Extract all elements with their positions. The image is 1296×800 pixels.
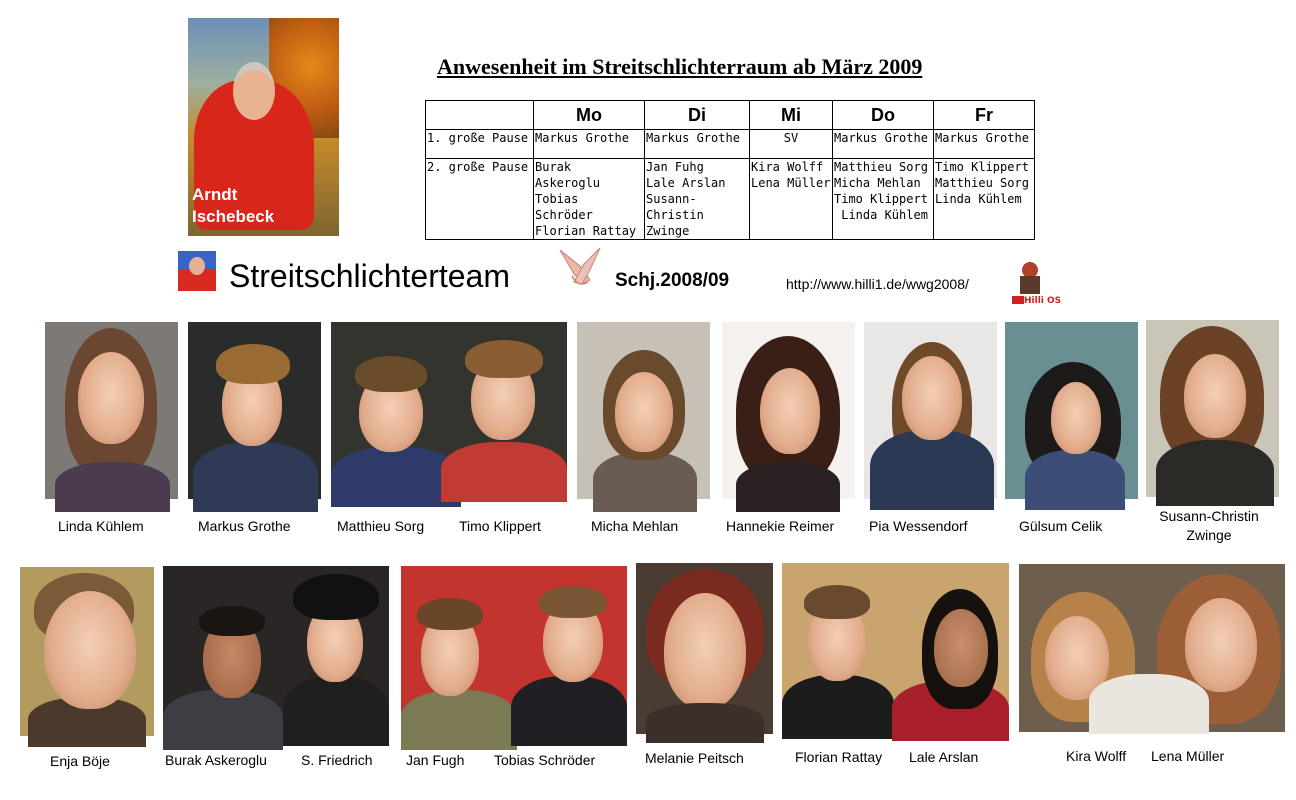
member-name: Linda Kühlem <box>58 518 144 534</box>
hilli-logo-text: Hilli OS <box>1024 296 1062 306</box>
cell-line: Susann-Christin <box>646 192 704 222</box>
table-cell: SV <box>750 130 833 159</box>
teacher-face-graphic <box>233 62 275 120</box>
photo-matthieu-timo <box>331 322 567 499</box>
handshake-icon <box>556 244 604 292</box>
cell-line: Kira Wolff <box>751 160 824 174</box>
member-name: Florian Rattay <box>795 749 883 765</box>
teacher-name-line1: Arndt <box>192 185 238 204</box>
table-cell: Markus Grothe <box>934 130 1035 159</box>
photo-burak-friedrich <box>163 566 389 736</box>
cell-line: Linda Kühlem <box>935 192 1022 206</box>
hilli-logo-icon <box>1006 258 1062 310</box>
member-name: Enja Böje <box>50 753 110 769</box>
photo-florian-lale <box>782 563 1009 732</box>
teacher-name <box>192 184 274 228</box>
table-row <box>426 159 1035 240</box>
table-cell: Markus Grothe <box>833 130 934 159</box>
schedule-table <box>425 100 1035 240</box>
photo-markus-grothe <box>188 322 321 499</box>
schedule-title: Anwesenheit im Streitschlichterraum ab März 2009 <box>437 54 923 79</box>
cell-line: Jan Fuhg <box>646 160 704 174</box>
member-name: Lale Arslan <box>909 749 979 765</box>
photo-micha-mehlan <box>577 322 710 499</box>
cell-line: Lena Müller <box>751 176 831 190</box>
member-name: Hannekie Reimer <box>726 518 835 534</box>
cell-line: Matthieu Sorg <box>935 176 1029 190</box>
teacher-name-line2: Ischebeck <box>192 207 275 226</box>
member-name: Lena Müller <box>1151 748 1225 764</box>
member-name: Markus Grothe <box>198 518 291 534</box>
member-name: Susann-Christin <box>1159 508 1259 524</box>
day-header: Mi <box>750 101 833 130</box>
table-cell <box>645 159 750 240</box>
cell-line: Timo Klippert <box>935 160 1029 174</box>
cell-line: Tobias Schröder <box>535 192 593 222</box>
cell-line: Zwinge <box>646 224 690 238</box>
table-cell <box>934 159 1035 240</box>
day-header: Mo <box>534 101 645 130</box>
school-year: Schj.2008/09 <box>615 270 730 291</box>
cell-line: Timo Klippert <box>834 192 928 206</box>
photo-jan-tobias <box>401 566 627 736</box>
member-name: Gülsum Celik <box>1019 518 1103 534</box>
cell-line: Matthieu Sorg <box>834 160 928 174</box>
table-cell: Markus Grothe <box>534 130 645 159</box>
cell-line: Florian Rattay <box>535 224 637 238</box>
day-header: Di <box>645 101 750 130</box>
member-name: Micha Mehlan <box>591 518 679 534</box>
photo-linda-kuehlem <box>45 322 178 499</box>
website-link[interactable]: http://www.hilli1.de/wwg2008/ <box>786 276 969 292</box>
cell-line: Lale Arslan <box>646 176 726 190</box>
member-name: Pia Wessendorf <box>869 518 968 534</box>
member-name: Timo Klippert <box>459 518 541 534</box>
photo-hannekie-reimer <box>722 322 855 499</box>
member-name: Jan Fugh <box>406 752 465 768</box>
table-cell <box>750 159 833 240</box>
table-cell <box>833 159 934 240</box>
table-cell <box>534 159 645 240</box>
member-name: Burak Askeroglu <box>165 752 267 768</box>
day-header: Do <box>833 101 934 130</box>
member-name: Tobias Schröder <box>494 752 596 768</box>
member-name: Matthieu Sorg <box>337 518 425 534</box>
member-name: Zwinge <box>1186 527 1232 543</box>
member-name: Kira Wolff <box>1066 748 1127 764</box>
table-cell: Markus Grothe <box>645 130 750 159</box>
cell-line: Burak Askeroglu <box>535 160 601 190</box>
table-corner <box>426 101 534 130</box>
row-label: 1. große Pause <box>426 130 534 159</box>
member-name: Melanie Peitsch <box>645 750 744 766</box>
photo-susann-christin-zwinge <box>1146 320 1279 497</box>
cell-line: Micha Mehlan <box>834 176 921 190</box>
day-header: Fr <box>934 101 1035 130</box>
table-row <box>426 130 1035 159</box>
photo-pia-wessendorf <box>864 322 997 499</box>
photo-guelsum-celik <box>1005 322 1138 499</box>
member-name: S. Friedrich <box>301 752 373 768</box>
row-label: 2. große Pause <box>426 159 534 240</box>
teacher-thumbnail-icon <box>178 251 216 291</box>
photo-enja-boeje <box>20 567 154 736</box>
cell-line: Linda Kühlem <box>834 208 928 222</box>
photo-melanie-peitsch <box>636 563 773 734</box>
teacher-photo <box>188 18 339 236</box>
photo-kira-lena <box>1019 564 1285 732</box>
team-title: Streitschlichterteam <box>229 258 510 294</box>
